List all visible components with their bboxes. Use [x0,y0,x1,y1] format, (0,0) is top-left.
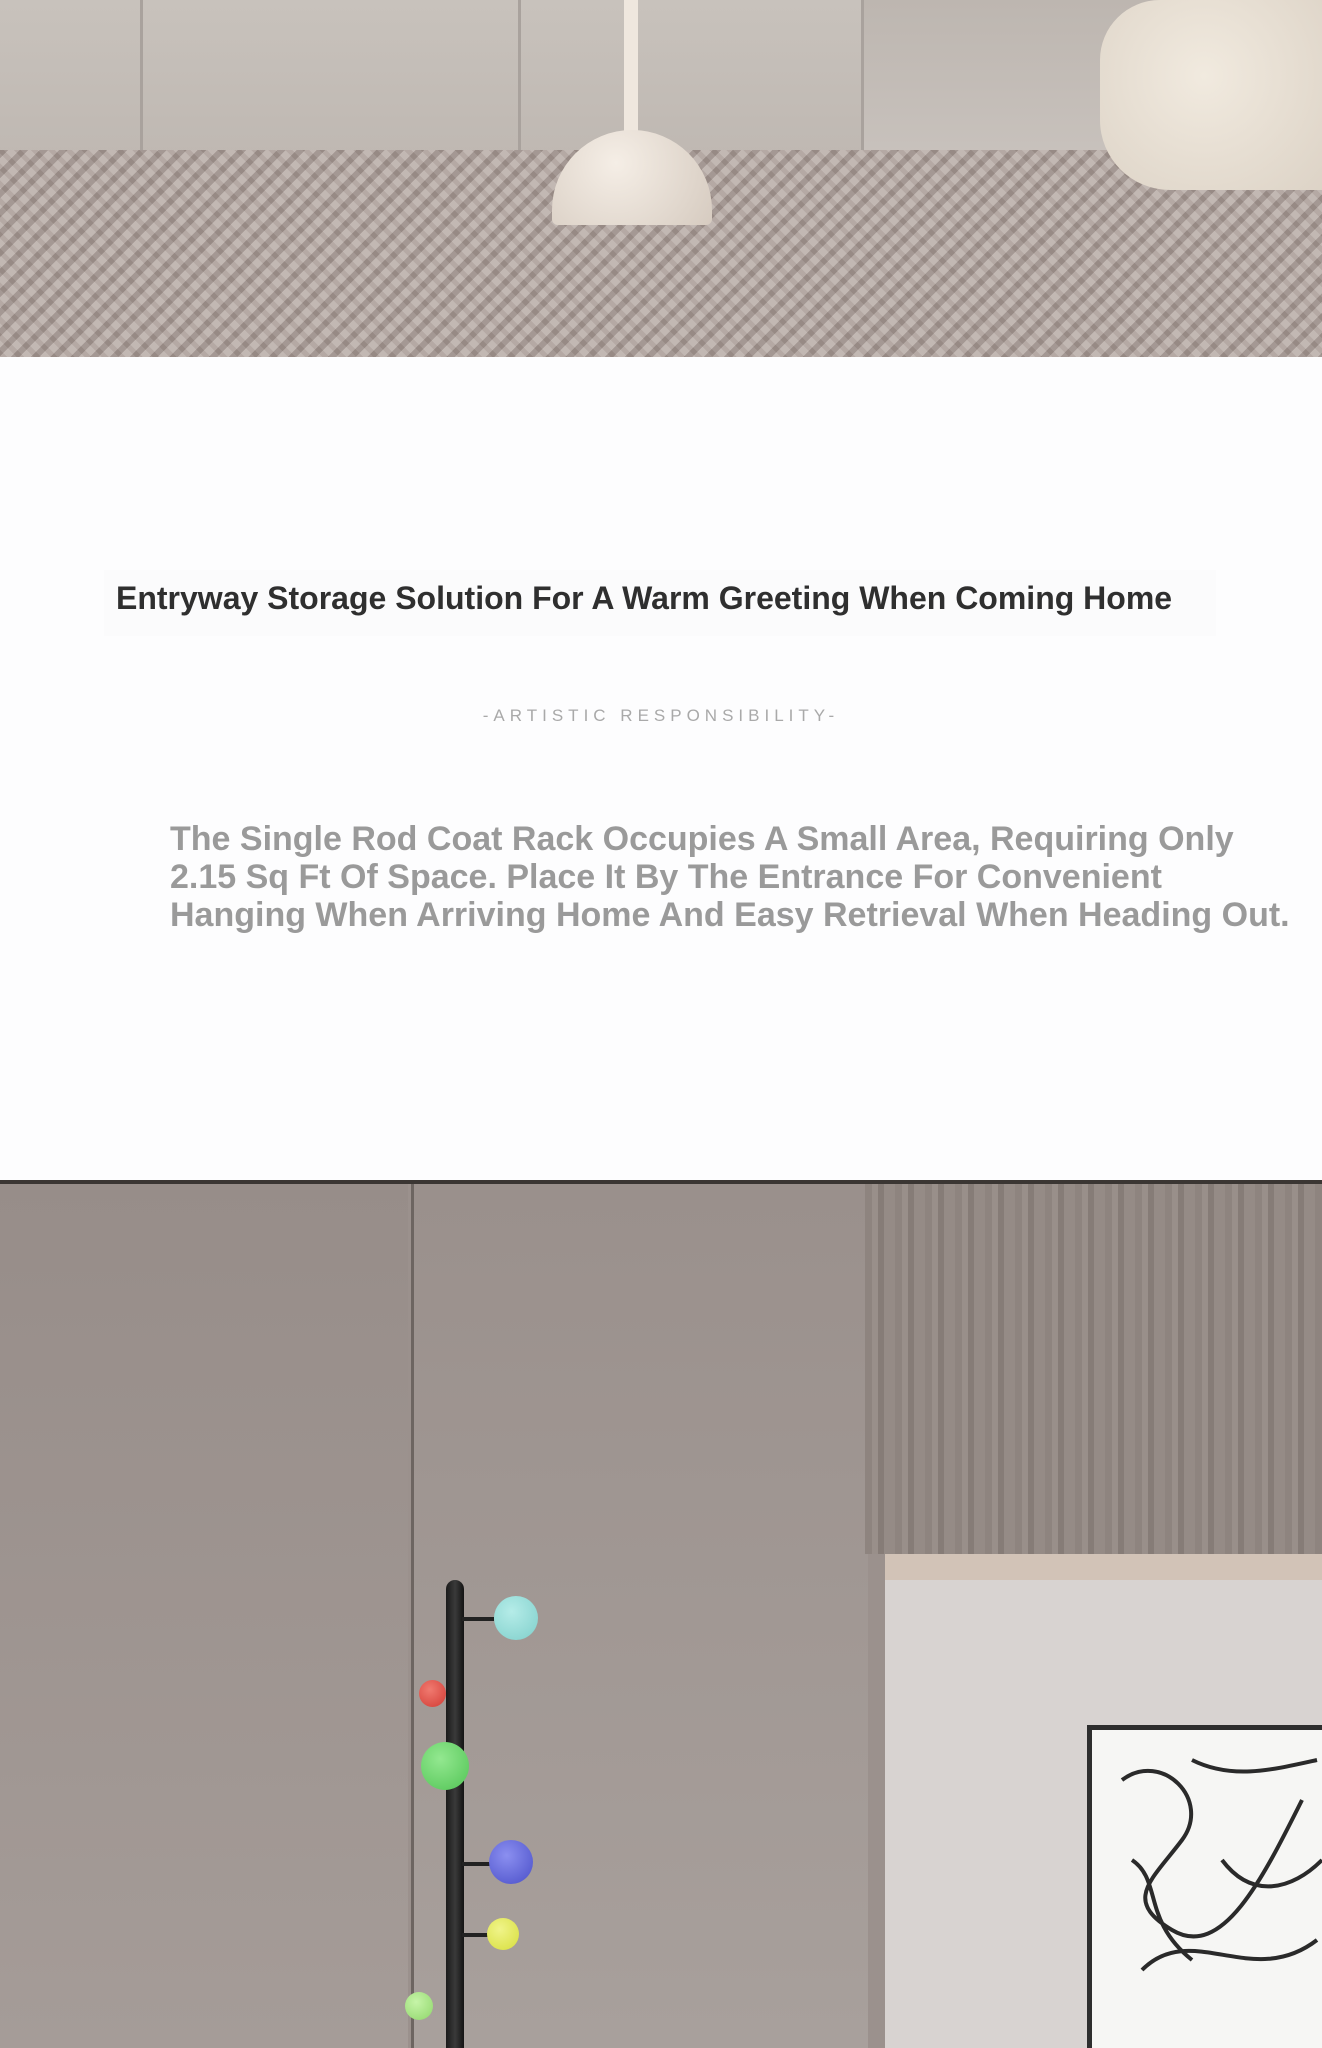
cabinet-door [411,1184,868,2048]
abstract-line-art [1102,1740,1322,2040]
subtitle: -ARTISTIC RESPONSIBILITY- [482,706,840,725]
hook-ball-green [421,1742,469,1790]
wood-panel [865,1184,1322,1554]
shelf-edge [885,1554,1322,1580]
armchair [1100,0,1322,190]
cabinet-door [0,1184,408,2048]
coat-rack-rod [446,1580,464,2048]
hook-ball-teal [494,1596,538,1640]
product-description: The Single Rod Coat Rack Occupies A Small Area, Requiring Only 2.15 Sq Ft Of Space. Place It By The Entrance For Convenient Hanging When Arriving Home And Easy Retrieval When Heading Out. [170,820,1290,934]
coat-rack-photo [0,1180,1322,2048]
hook-arm [462,1933,488,1937]
description-section [0,357,1322,1180]
hook-ball-lime [405,1992,433,2020]
hook-arm [462,1862,492,1866]
hook-ball-blue [489,1840,533,1884]
hook-arm [462,1617,494,1621]
headline: Entryway Storage Solution For A Warm Greeting When Coming Home [104,570,1216,636]
entryway-photo-top [0,0,1322,357]
floor-lamp-pole [624,0,638,140]
hook-ball-red [419,1680,446,1707]
hook-ball-yellow [487,1918,519,1950]
wall-art-frame [1087,1725,1322,2048]
